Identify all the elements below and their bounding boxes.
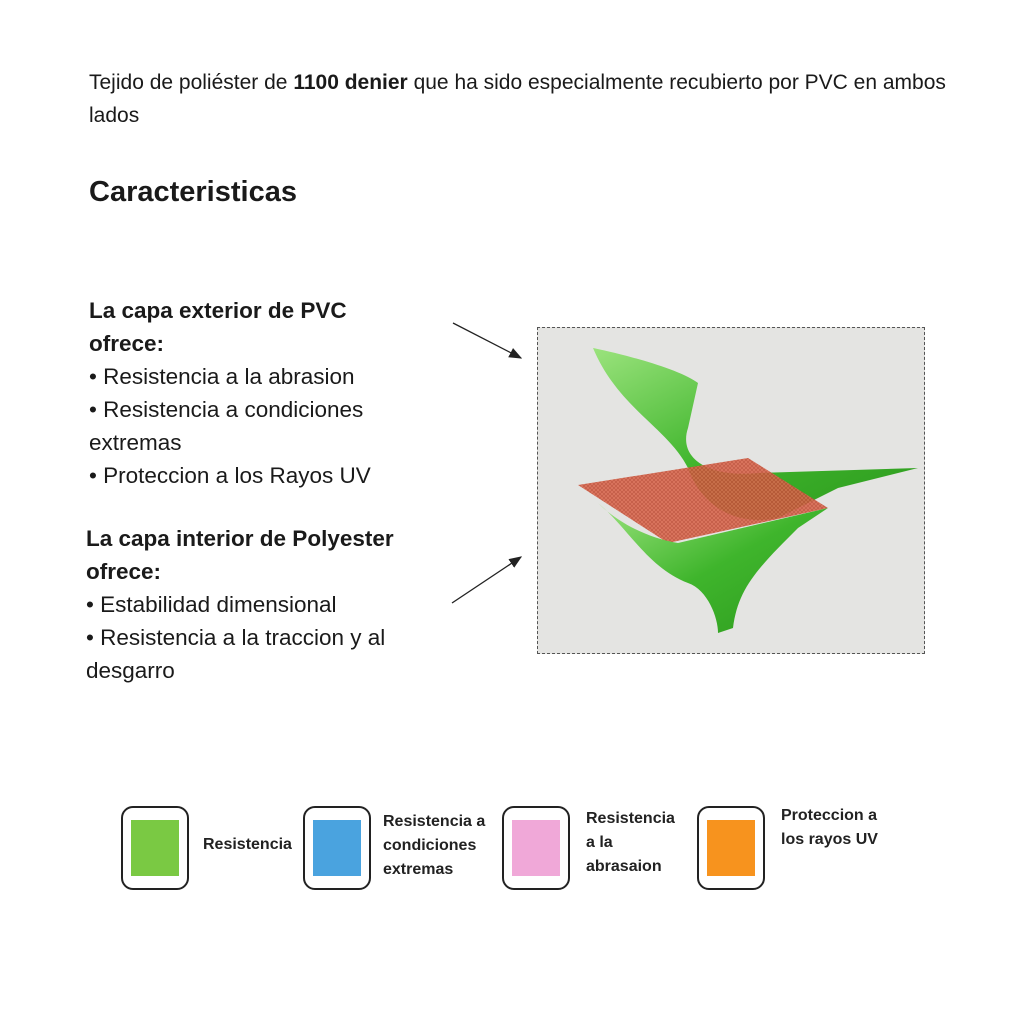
sun-icon xyxy=(697,806,765,890)
inner-layer-title: La capa interior de Polyester ofrece: xyxy=(86,526,394,584)
inner-item: • Estabilidad dimensional xyxy=(86,592,337,617)
intro-post: que ha sido especialmente recubierto por PVC en ambos lados xyxy=(89,71,946,127)
outer-item: • Resistencia a la abrasion xyxy=(89,364,355,389)
weight-kg-icon xyxy=(121,806,189,890)
feature-label: Resistencia xyxy=(203,836,292,853)
page-heading: Caracteristicas xyxy=(89,176,297,208)
inner-item: • Resistencia a la traccion y al desgarro xyxy=(86,625,386,683)
scratch-hand-icon xyxy=(502,806,570,890)
feature-label: Resistencia a condiciones extremas xyxy=(383,813,486,878)
outer-layer-title: La capa exterior de PVC ofrece: xyxy=(89,298,347,356)
fabric-layers-illustration xyxy=(537,327,925,654)
feature-label: Proteccion a los rayos UV xyxy=(781,807,878,848)
outer-item: • Proteccion a los Rayos UV xyxy=(89,463,371,488)
outer-item: • Resistencia a condiciones extremas xyxy=(89,397,364,455)
feature-label: Resistencia a la abrasaion xyxy=(586,810,675,875)
intro-pre: Tejido de poliéster de xyxy=(89,71,294,94)
intro-denier: 1100 denier xyxy=(293,71,408,94)
thermometer-cloud-icon xyxy=(303,806,371,890)
